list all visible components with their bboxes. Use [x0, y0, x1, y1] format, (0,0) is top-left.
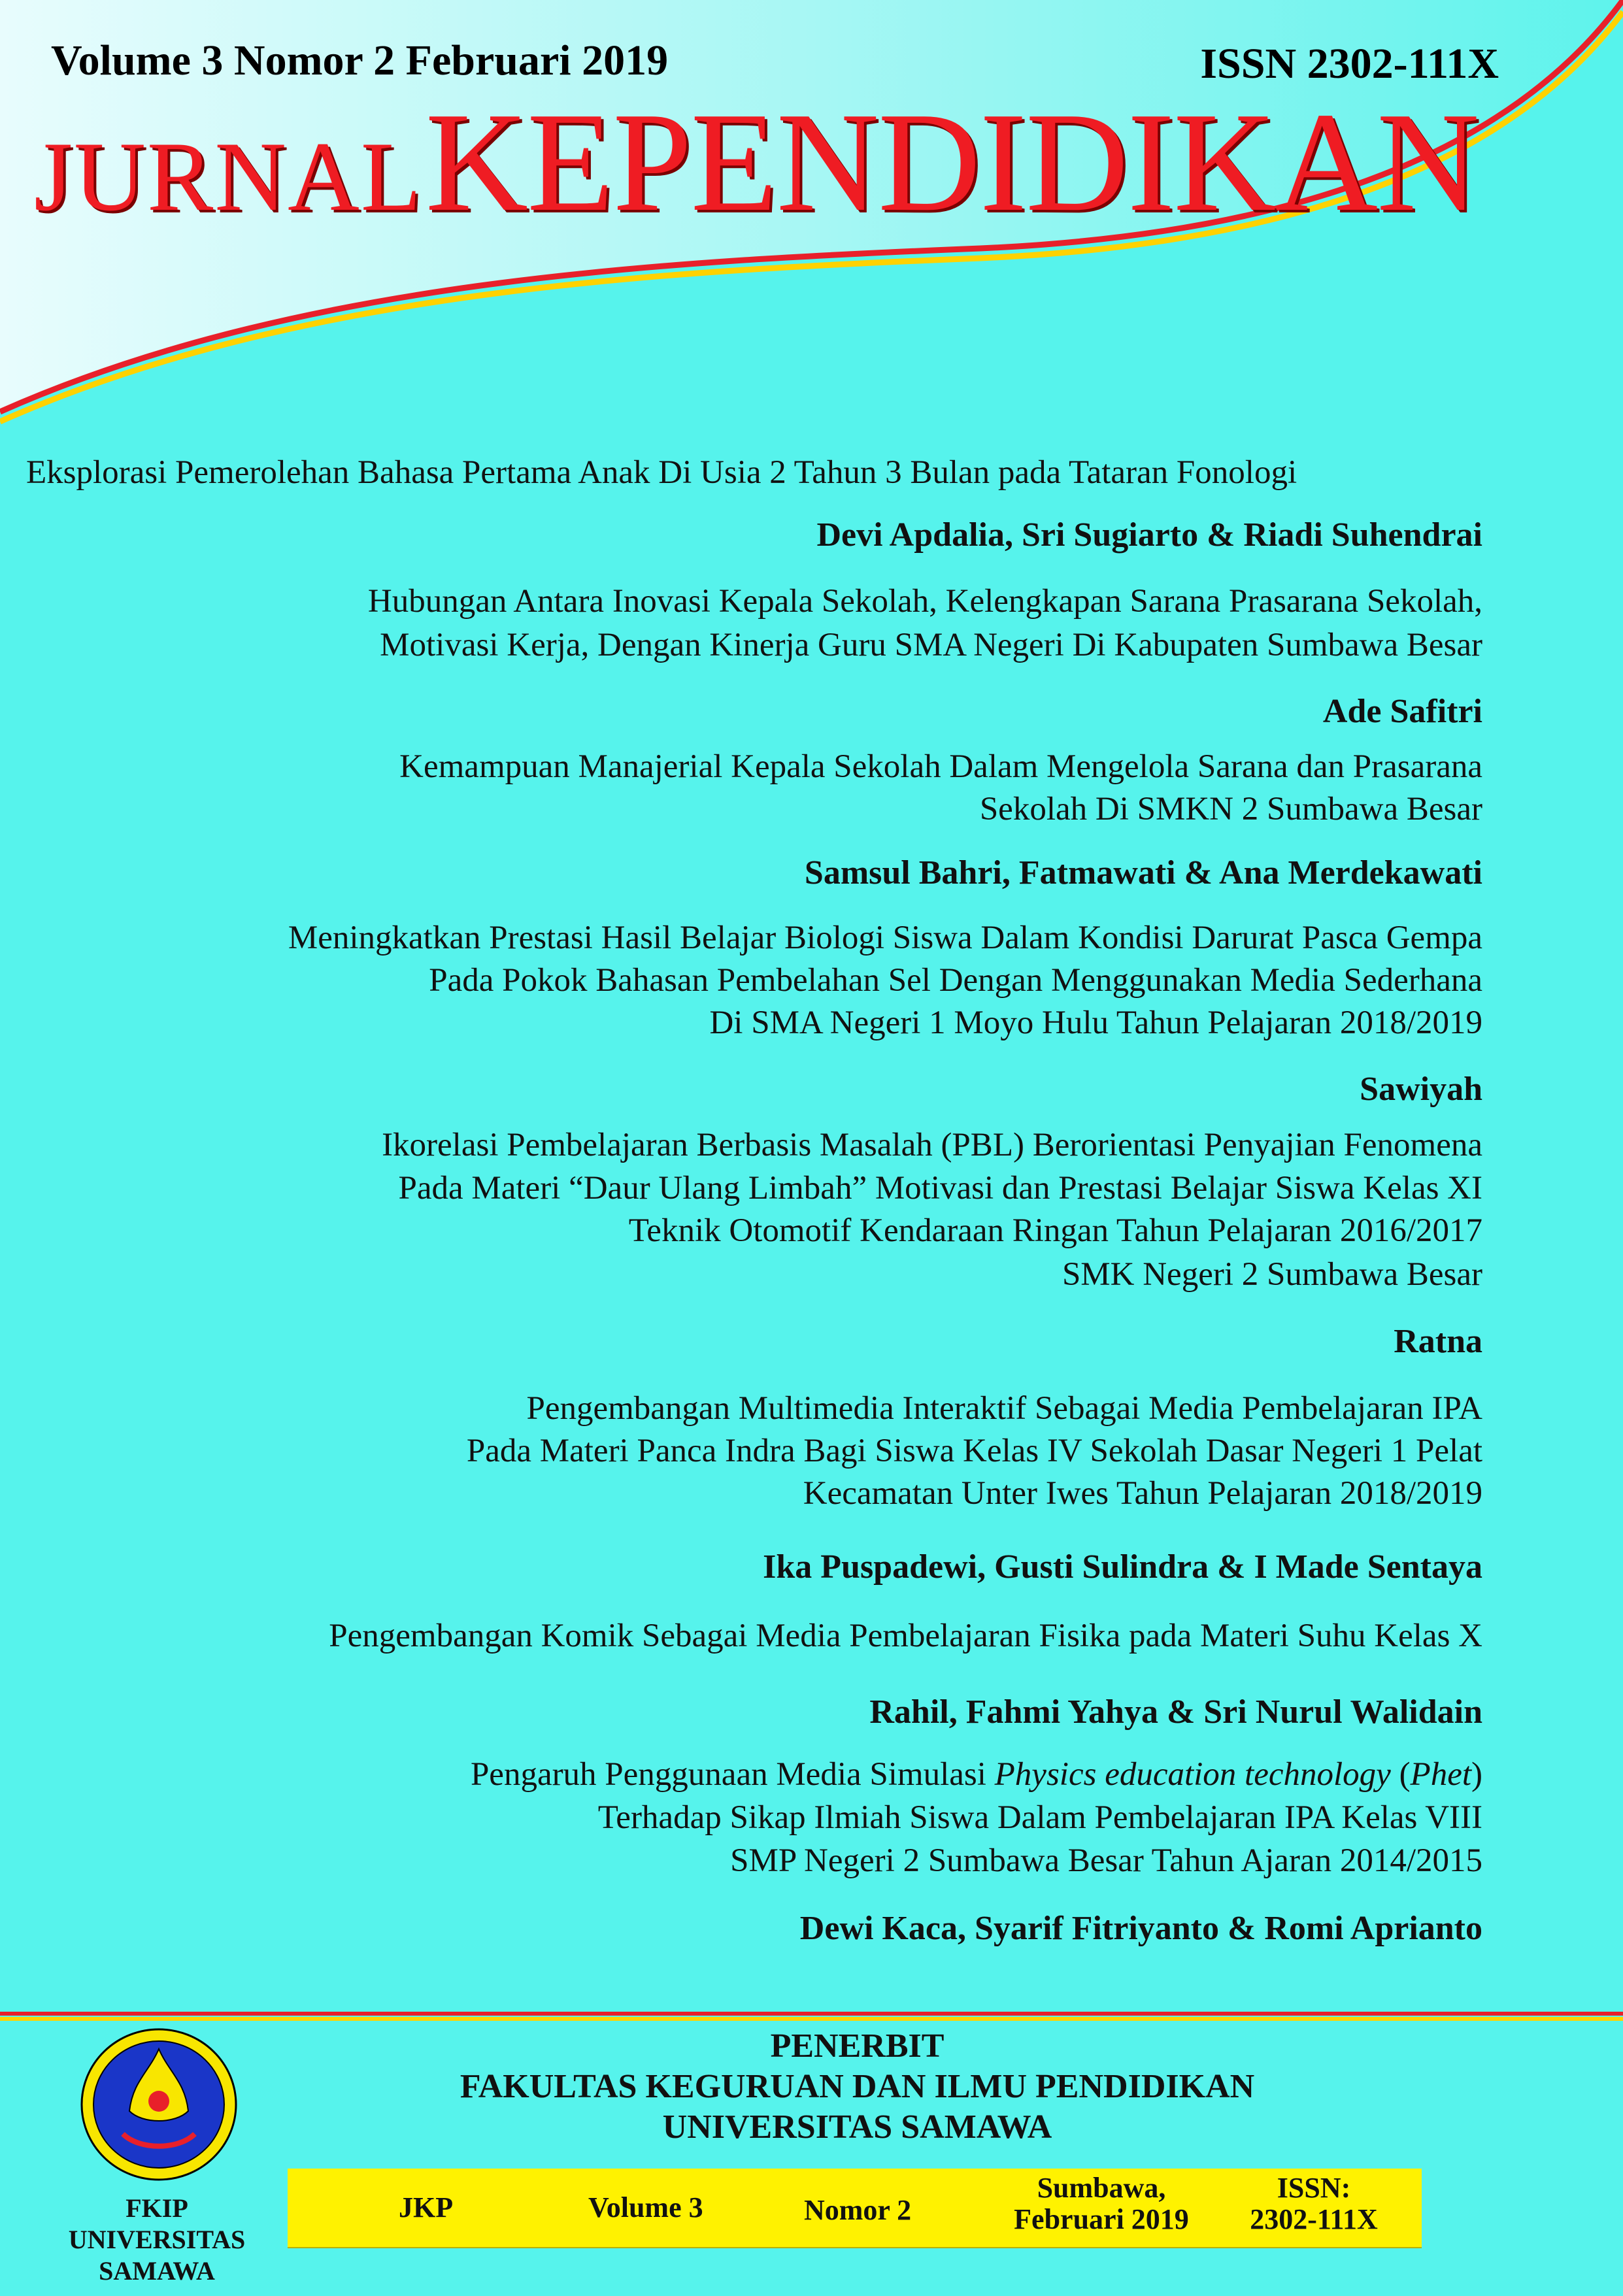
article-authors: Ade Safitri	[1322, 693, 1482, 730]
masthead-kependidikan: KEPENDIDIKAN	[425, 84, 1479, 241]
article-title-line: Ikorelasi Pembelajaran Berbasis Masalah (PBL) Berorientasi Penyajian Fenomena	[382, 1127, 1482, 1163]
publisher-label: PENERBIT	[770, 2027, 945, 2065]
article-title-line: Teknik Otomotif Kendaraan Ringan Tahun Pelajaran 2016/2017	[628, 1212, 1482, 1249]
issue-volume-line: Volume 3 Nomor 2 Februari 2019	[51, 37, 669, 84]
publisher-university: UNIVERSITAS SAMAWA	[662, 2108, 1052, 2146]
article-title-line: Meningkatkan Prestasi Hasil Belajar Biologi Siswa Dalam Kondisi Darurat Pasca Gempa	[288, 920, 1482, 956]
article-title-line: SMK Negeri 2 Sumbawa Besar	[1062, 1256, 1482, 1293]
article-title-line: Sekolah Di SMKN 2 Sumbawa Besar	[979, 791, 1482, 827]
article-authors: Devi Apdalia, Sri Sugiarto & Riadi Suhendrai	[816, 516, 1482, 554]
article-authors: Sawiyah	[1360, 1071, 1482, 1108]
footer-issn-label: ISSN:	[1277, 2172, 1351, 2204]
footer-journal-code: JKP	[399, 2191, 454, 2223]
bottom-divider-red	[0, 2012, 1623, 2016]
footer-issn-value: 2302-111X	[1250, 2203, 1378, 2235]
title-italic: Physics education technology	[994, 1756, 1391, 1793]
article-title-line: Pada Materi “Daur Ulang Limbah” Motivasi dan Prestasi Belajar Siswa Kelas XI	[398, 1170, 1482, 1206]
logo-caption-fkip: FKIP	[125, 2193, 188, 2223]
publisher-faculty: FAKULTAS KEGURUAN DAN ILMU PENDIDIKAN	[460, 2068, 1255, 2105]
footer-month-year: Februari 2019	[1014, 2203, 1189, 2235]
article-title-line: Eksplorasi Pemerolehan Bahasa Pertama Anak Di Usia 2 Tahun 3 Bulan pada Tataran Fonologi	[26, 454, 1297, 491]
title-italic-abbr: Phet	[1410, 1756, 1472, 1793]
footer-place: Sumbawa,	[1037, 2172, 1166, 2204]
article-title-line: Motivasi Kerja, Dengan Kinerja Guru SMA Negeri Di Kabupaten Sumbawa Besar	[380, 627, 1482, 663]
article-title-line: Hubungan Antara Inovasi Kepala Sekolah, Kelengkapan Sarana Prasarana Sekolah,	[367, 583, 1482, 620]
footer-nomor: Nomor 2	[804, 2194, 912, 2226]
article-title-line: Kemampuan Manajerial Kepala Sekolah Dalam Mengelola Sarana dan Prasarana	[399, 748, 1482, 785]
footer-issn	[1216, 2172, 1412, 2235]
article-authors: Samsul Bahri, Fatmawati & Ana Merdekawati	[804, 854, 1482, 891]
article-title-line: Terhadap Sikap Ilmiah Siswa Dalam Pembelajaran IPA Kelas VIII	[597, 1799, 1482, 1836]
footer-info-bar	[288, 2169, 1422, 2248]
footer-volume: Volume 3	[588, 2191, 703, 2223]
article-title-line: Pengembangan Multimedia Interaktif Sebagai Media Pembelajaran IPA	[526, 1390, 1482, 1427]
article-title-line: Pada Pokok Bahasan Pembelahan Sel Dengan Menggunakan Media Sederhana	[429, 962, 1482, 999]
article-authors: Rahil, Fahmi Yahya & Sri Nurul Walidain	[869, 1693, 1482, 1731]
article-title-line: Pengembangan Komik Sebagai Media Pembelajaran Fisika pada Materi Suhu Kelas X	[329, 1618, 1482, 1654]
logo-caption-university: UNIVERSITAS SAMAWA	[68, 2225, 246, 2286]
publisher-block	[0, 2026, 1623, 2148]
journal-masthead	[34, 84, 1479, 241]
footer-date	[990, 2172, 1213, 2235]
article-title-line: Kecamatan Unter Iwes Tahun Pelajaran 2018/2019	[803, 1475, 1482, 1512]
article-authors: Dewi Kaca, Syarif Fitriyanto & Romi Aprianto	[799, 1910, 1482, 1947]
article-title-line: Di SMA Negeri 1 Moyo Hulu Tahun Pelajaran 2018/2019	[709, 1005, 1482, 1041]
article-title-line: Pada Materi Panca Indra Bagi Siswa Kelas IV Sekolah Dasar Negeri 1 Pelat	[466, 1433, 1482, 1469]
issn-header: ISSN 2302-111X	[1200, 40, 1499, 88]
bottom-divider-yellow	[0, 2017, 1623, 2021]
article-title-line: SMP Negeri 2 Sumbawa Besar Tahun Ajaran 2014/2015	[730, 1842, 1482, 1879]
masthead-jurnal: JURNAL	[34, 122, 423, 231]
article-title-line: Pengaruh Penggunaan Media Simulasi Physics education technology (Phet)	[470, 1756, 1482, 1793]
article-authors: Ika Puspadewi, Gusti Sulindra & I Made Sentaya	[763, 1548, 1482, 1586]
title-text: Pengaruh Penggunaan Media Simulasi	[470, 1756, 995, 1793]
article-authors: Ratna	[1394, 1323, 1482, 1360]
logo-caption	[20, 2193, 294, 2287]
